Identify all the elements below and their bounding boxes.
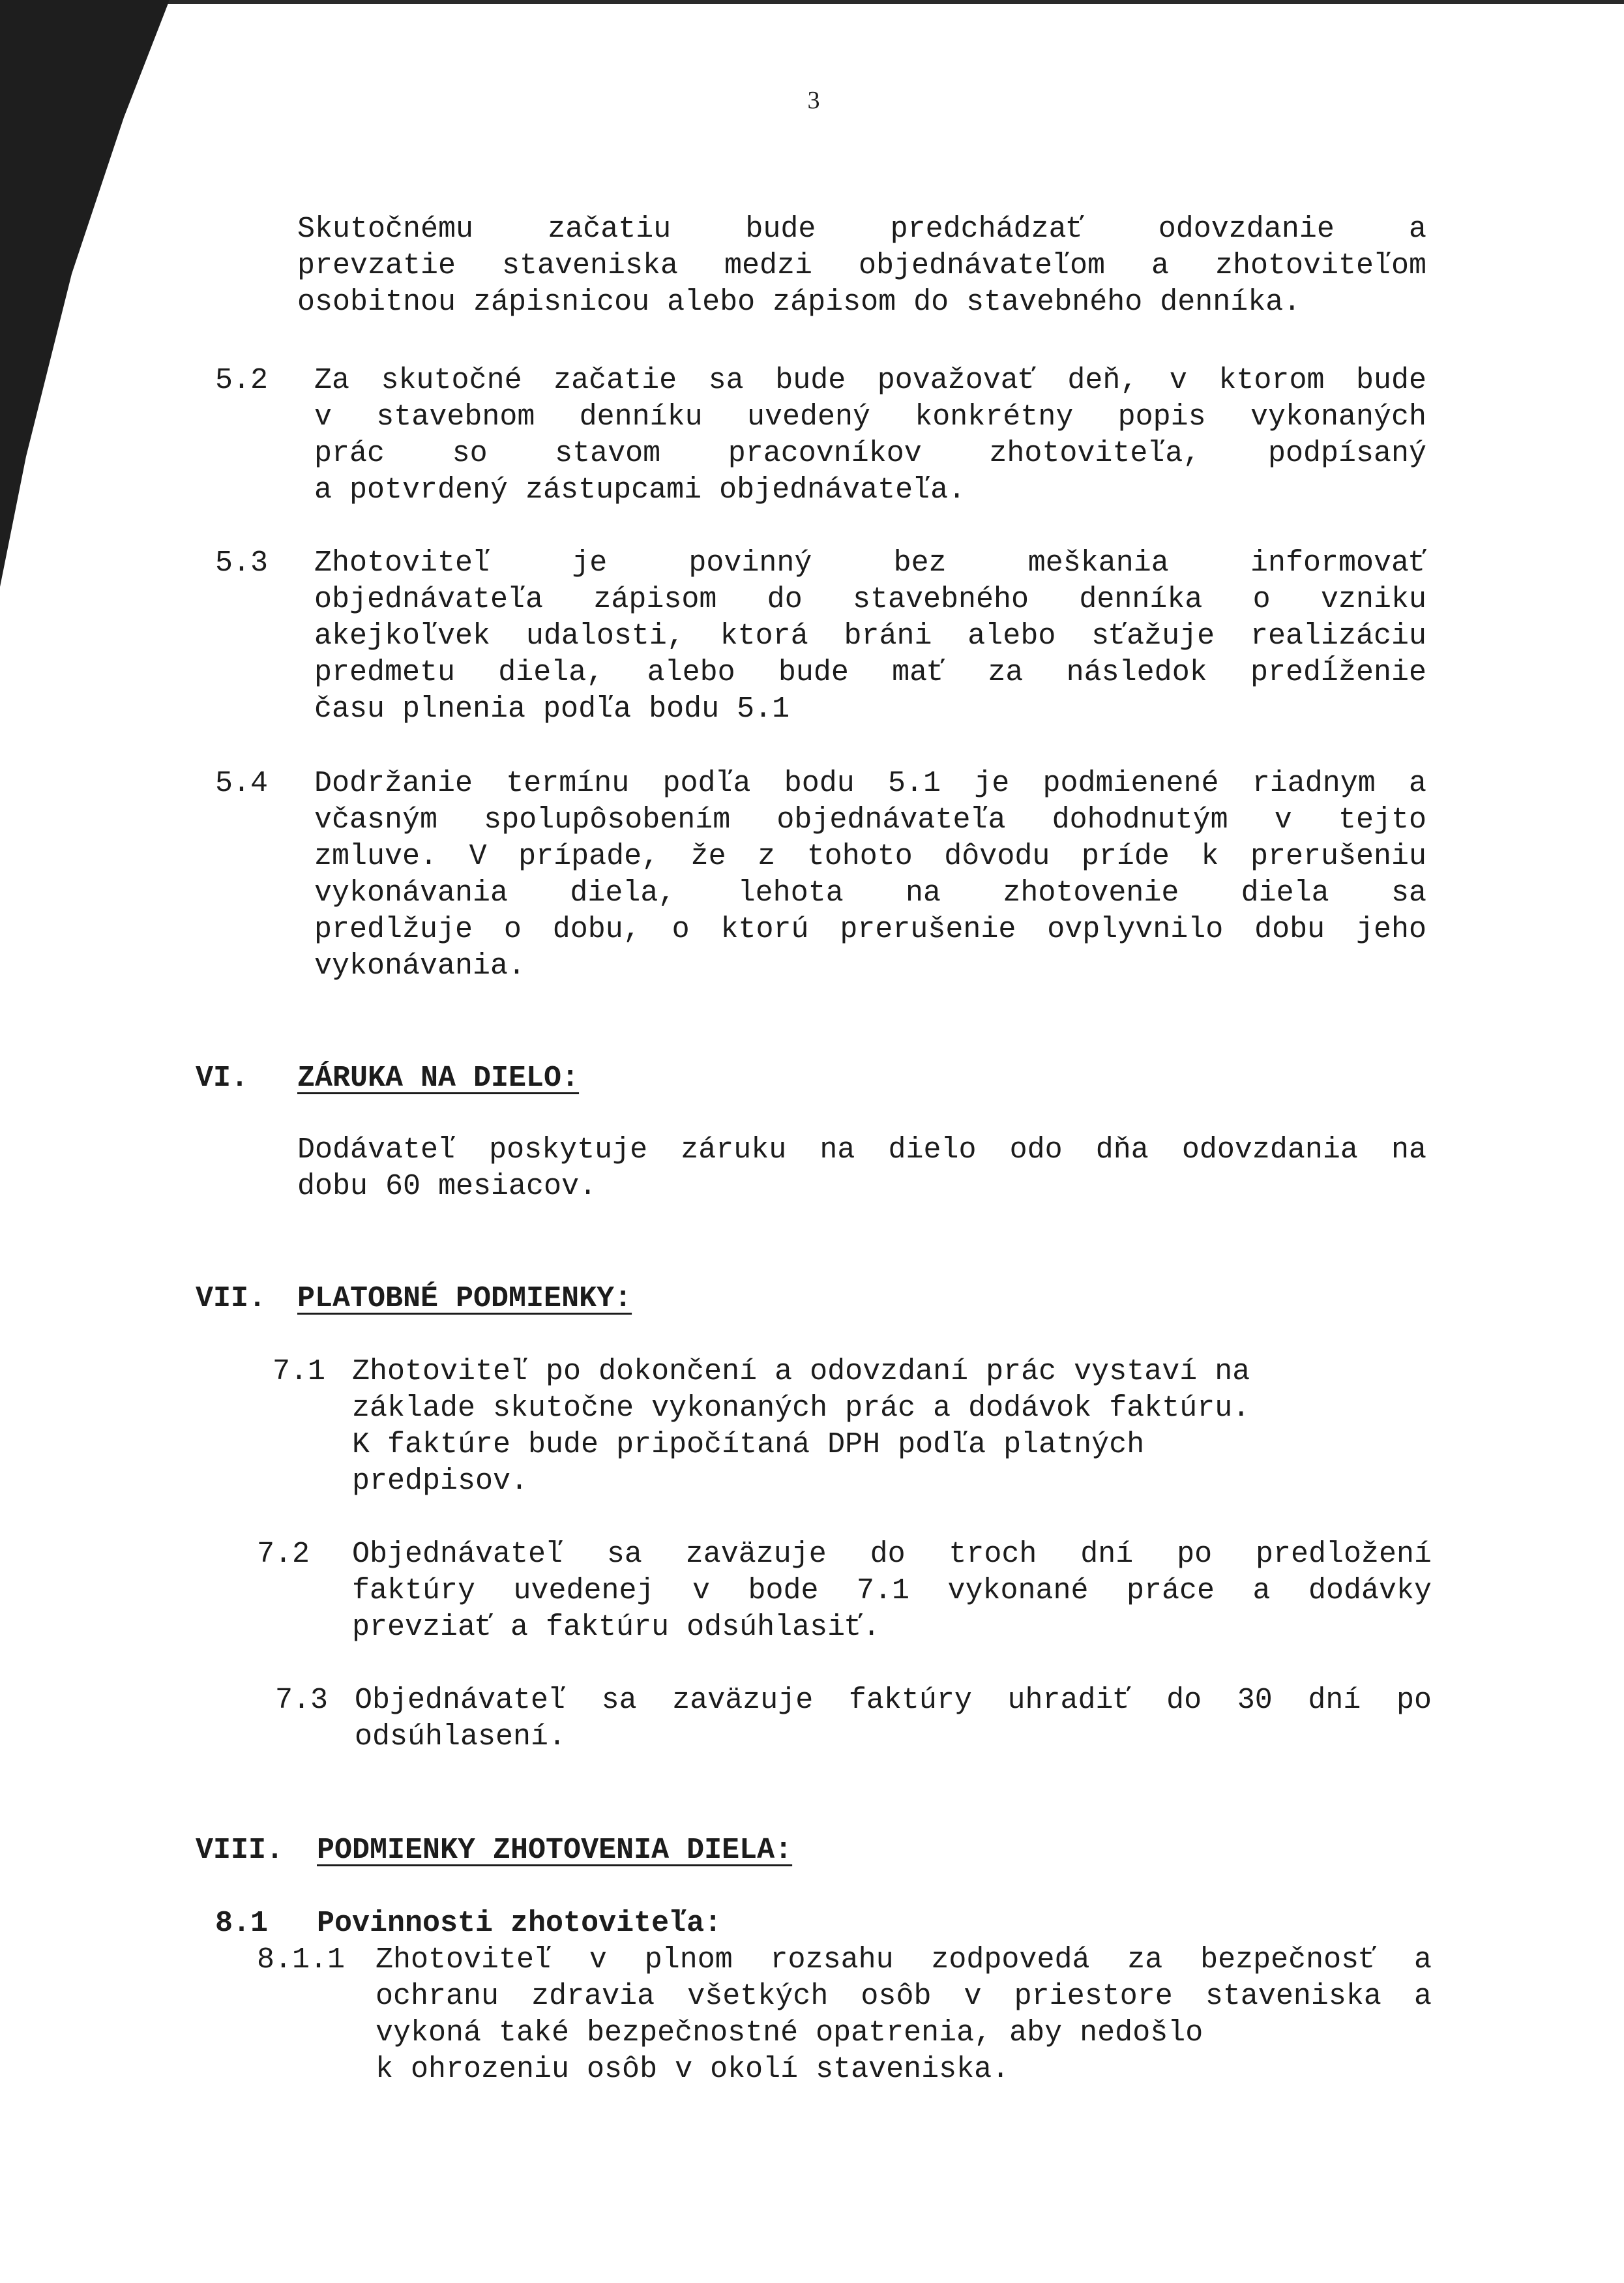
clause-line: zmluve. V prípade, že z tohoto dôvodu príde k prerušeniu — [314, 840, 1426, 873]
clause-line: Za skutočné začatie sa bude považovať deň, v ktorom bude — [314, 364, 1426, 397]
scan-top-border — [0, 0, 1624, 4]
clause-line: Objednávateľ sa zaväzuje do troch dní po predložení — [352, 1538, 1432, 1571]
clause-line: faktúry uvedenej v bode 7.1 vykonané práce a dodávky — [352, 1574, 1432, 1607]
intro-line-1: Skutočnému začatiu bude predchádzať odovzdanie a — [297, 213, 1426, 246]
clause-line: Objednávateľ sa zaväzuje faktúry uhradiť do 30 dní po — [355, 1684, 1432, 1717]
clause-line: Zhotoviteľ po dokončení a odovzdaní prác vystaví na — [352, 1355, 1250, 1388]
section-roman: VIII. — [196, 1834, 284, 1867]
clause-number: 7.2 — [257, 1538, 310, 1571]
clause-number: 7.3 — [275, 1684, 329, 1717]
clause-line: vykoná také bezpečnostné opatrenia, aby nedošlo — [376, 2016, 1203, 2050]
clause-number: 7.1 — [273, 1355, 326, 1388]
subsection-title: Povinnosti zhotoviteľa: — [317, 1907, 722, 1940]
section-roman: VI. — [196, 1062, 249, 1095]
clause-line: k ohrozeniu osôb v okolí staveniska. — [376, 2053, 1010, 2086]
clause-line: základe skutočne vykonaných prác a dodávok faktúru. — [352, 1392, 1250, 1425]
clause-line: Zhotoviteľ je povinný bez meškania informovať — [314, 546, 1426, 580]
clause-line: objednávateľa zápisom do stavebného denníka o vzniku — [314, 583, 1426, 616]
clause-line: K faktúre bude pripočítaná DPH podľa platných — [352, 1428, 1145, 1461]
scan-edge-shadow — [0, 0, 170, 652]
clause-line: predpisov. — [352, 1465, 529, 1498]
clause-number: 5.4 — [215, 767, 269, 800]
intro-line-2: prevzatie staveniska medzi objednávateľom a zhotoviteľom — [297, 249, 1426, 282]
clause-line: ochranu zdravia všetkých osôb v priestore staveniska a — [376, 1980, 1432, 2013]
section-roman: VII. — [196, 1282, 267, 1315]
clause-line: včasným spolupôsobením objednávateľa dohodnutým v tejto — [314, 803, 1426, 837]
clause-number: 5.2 — [215, 364, 269, 397]
clause-line: vykonávania. — [314, 949, 526, 983]
intro-line-3: osobitnou zápisnicou alebo zápisom do stavebného denníka. — [297, 286, 1301, 319]
section-title: PLATOBNÉ PODMIENKY: — [297, 1282, 632, 1315]
clause-line: Zhotoviteľ v plnom rozsahu zodpovedá za bezpečnosť a — [376, 1943, 1432, 1977]
clause-number: 8.1.1 — [257, 1943, 346, 1977]
section-title: PODMIENKY ZHOTOVENIA DIELA: — [317, 1834, 793, 1867]
clause-line: predmetu diela, alebo bude mať za následok predĺženie — [314, 656, 1426, 689]
clause-line: v stavebnom denníku uvedený konkrétny popis vykonaných — [314, 400, 1426, 434]
clause-line: a potvrdený zástupcami objednávateľa. — [314, 473, 966, 507]
clause-line: odsúhlasení. — [355, 1720, 567, 1753]
clause-line: akejkoľvek udalosti, ktorá bráni alebo sťažuje realizáciu — [314, 619, 1426, 653]
subsection-number: 8.1 — [215, 1907, 269, 1940]
section-title: ZÁRUKA NA DIELO: — [297, 1062, 580, 1095]
clause-line: Dodržanie termínu podľa bodu 5.1 je podmienené riadnym a — [314, 767, 1426, 800]
clause-line: predlžuje o dobu, o ktorú prerušenie ovplyvnilo dobu jeho — [314, 913, 1426, 946]
clause-line: prác so stavom pracovníkov zhotoviteľa, podpísaný — [314, 437, 1426, 470]
clause-line: vykonávania diela, lehota na zhotovenie diela sa — [314, 876, 1426, 910]
section-line: Dodávateľ poskytuje záruku na dielo odo dňa odovzdania na — [297, 1133, 1426, 1167]
section-line: dobu 60 mesiacov. — [297, 1170, 597, 1203]
page-number: 3 — [807, 87, 820, 114]
clause-line: času plnenia podľa bodu 5.1 — [314, 693, 790, 726]
clause-number: 5.3 — [215, 546, 269, 580]
clause-line: prevziať a faktúru odsúhlasiť. — [352, 1611, 881, 1644]
